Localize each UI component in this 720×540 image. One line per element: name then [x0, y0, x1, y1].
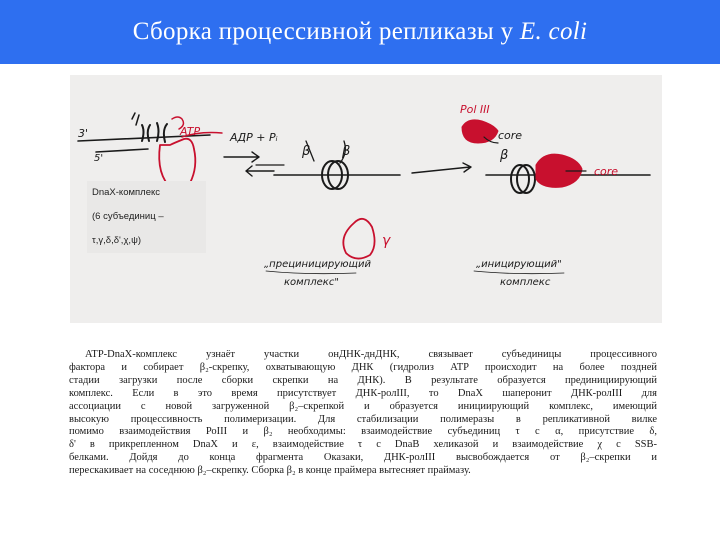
label-beta-2: β — [342, 144, 351, 159]
label-core-1: core — [498, 129, 523, 142]
label-gamma: γ — [382, 233, 391, 249]
label-core-2: core — [594, 165, 619, 178]
label-preinit-1: „прециницирующий — [264, 259, 371, 270]
caption-line: помимо взаимодействия РоIII и β₂ необходимы: взаимодействие субъединиц τ с α, присутствие δ, — [69, 426, 657, 438]
label-pol3: Pol III — [460, 103, 490, 116]
figure-panel — [70, 75, 662, 323]
box-line-1: DnaX-комплекс — [92, 187, 160, 198]
title-bar — [0, 0, 720, 64]
caption-line: комплекс. Если в это время присутствует ДНК-ролIII, то DnaX шаперонит ДНК-ролIII для — [69, 387, 657, 399]
caption-line: перескакивает на соседнюю β₂–скрепку. Сборка β₂ в конце праймера вытесняет праймазу. — [69, 465, 471, 477]
label-beta-1: β — [302, 144, 311, 159]
caption-line: высокую процессивность полимеризации. Для стабилизации полимеразы в репликативной вилке — [69, 413, 657, 425]
dnax-label-box — [87, 181, 206, 253]
label-init-2: комплекс — [500, 277, 551, 288]
arrow-1 — [224, 152, 259, 162]
dna-primer-strand — [96, 149, 148, 152]
label-preinit-2: комплекс" — [284, 277, 339, 288]
caption-line: ATP-DnaX-комплекс узнаёт участки онДНК-днДНК, связывает субъединицы процессивного — [85, 349, 657, 360]
caption-text — [69, 349, 657, 478]
caption-line: стадии загрузки после сборки скрепки на ДНК). В результате образуется прединициирующий — [69, 374, 657, 386]
caption-line: δ' в прикрепленном DnaX и ε, взаимодействие τ с DnaB хеликазой и взаимодействие χ с SSB- — [69, 439, 657, 451]
caption-line: белками. Дойдя до конца фрагмента Оказаки, ДНК-ролIII высвобождается от β₂–скрепки и — [69, 452, 657, 464]
pol3-core-blob — [462, 120, 498, 143]
label-init-1: „иницирующий" — [476, 259, 562, 270]
label-atp: ATP — [180, 125, 201, 138]
caption-line: ассоциации с новой загруженной β₂–скрепкой и образуется инициирующий комплекс, имеющий — [69, 400, 657, 412]
label-adp-pi: АДР + Pᵢ — [230, 131, 278, 144]
subunit-strokes — [142, 123, 167, 142]
label-beta-3: β — [500, 148, 509, 163]
slide-title: Сборка процессивной репликазы у E. coli — [132, 18, 588, 45]
box-line-3: τ,γ,δ,δ',χ,ψ) — [92, 235, 142, 246]
dnax-released-outline — [343, 219, 374, 259]
box-line-2: (6 субъединиц – — [92, 211, 164, 222]
arrow-back — [246, 166, 274, 176]
label-strand-5: 5' — [94, 153, 104, 164]
caption-line: фактора и собирает β₂-скрепку, охватывающую ДНК (гидролиз ATP происходит на более поздней — [69, 361, 657, 373]
arrow-2 — [412, 163, 471, 173]
label-strand-3: 3' — [78, 127, 89, 140]
